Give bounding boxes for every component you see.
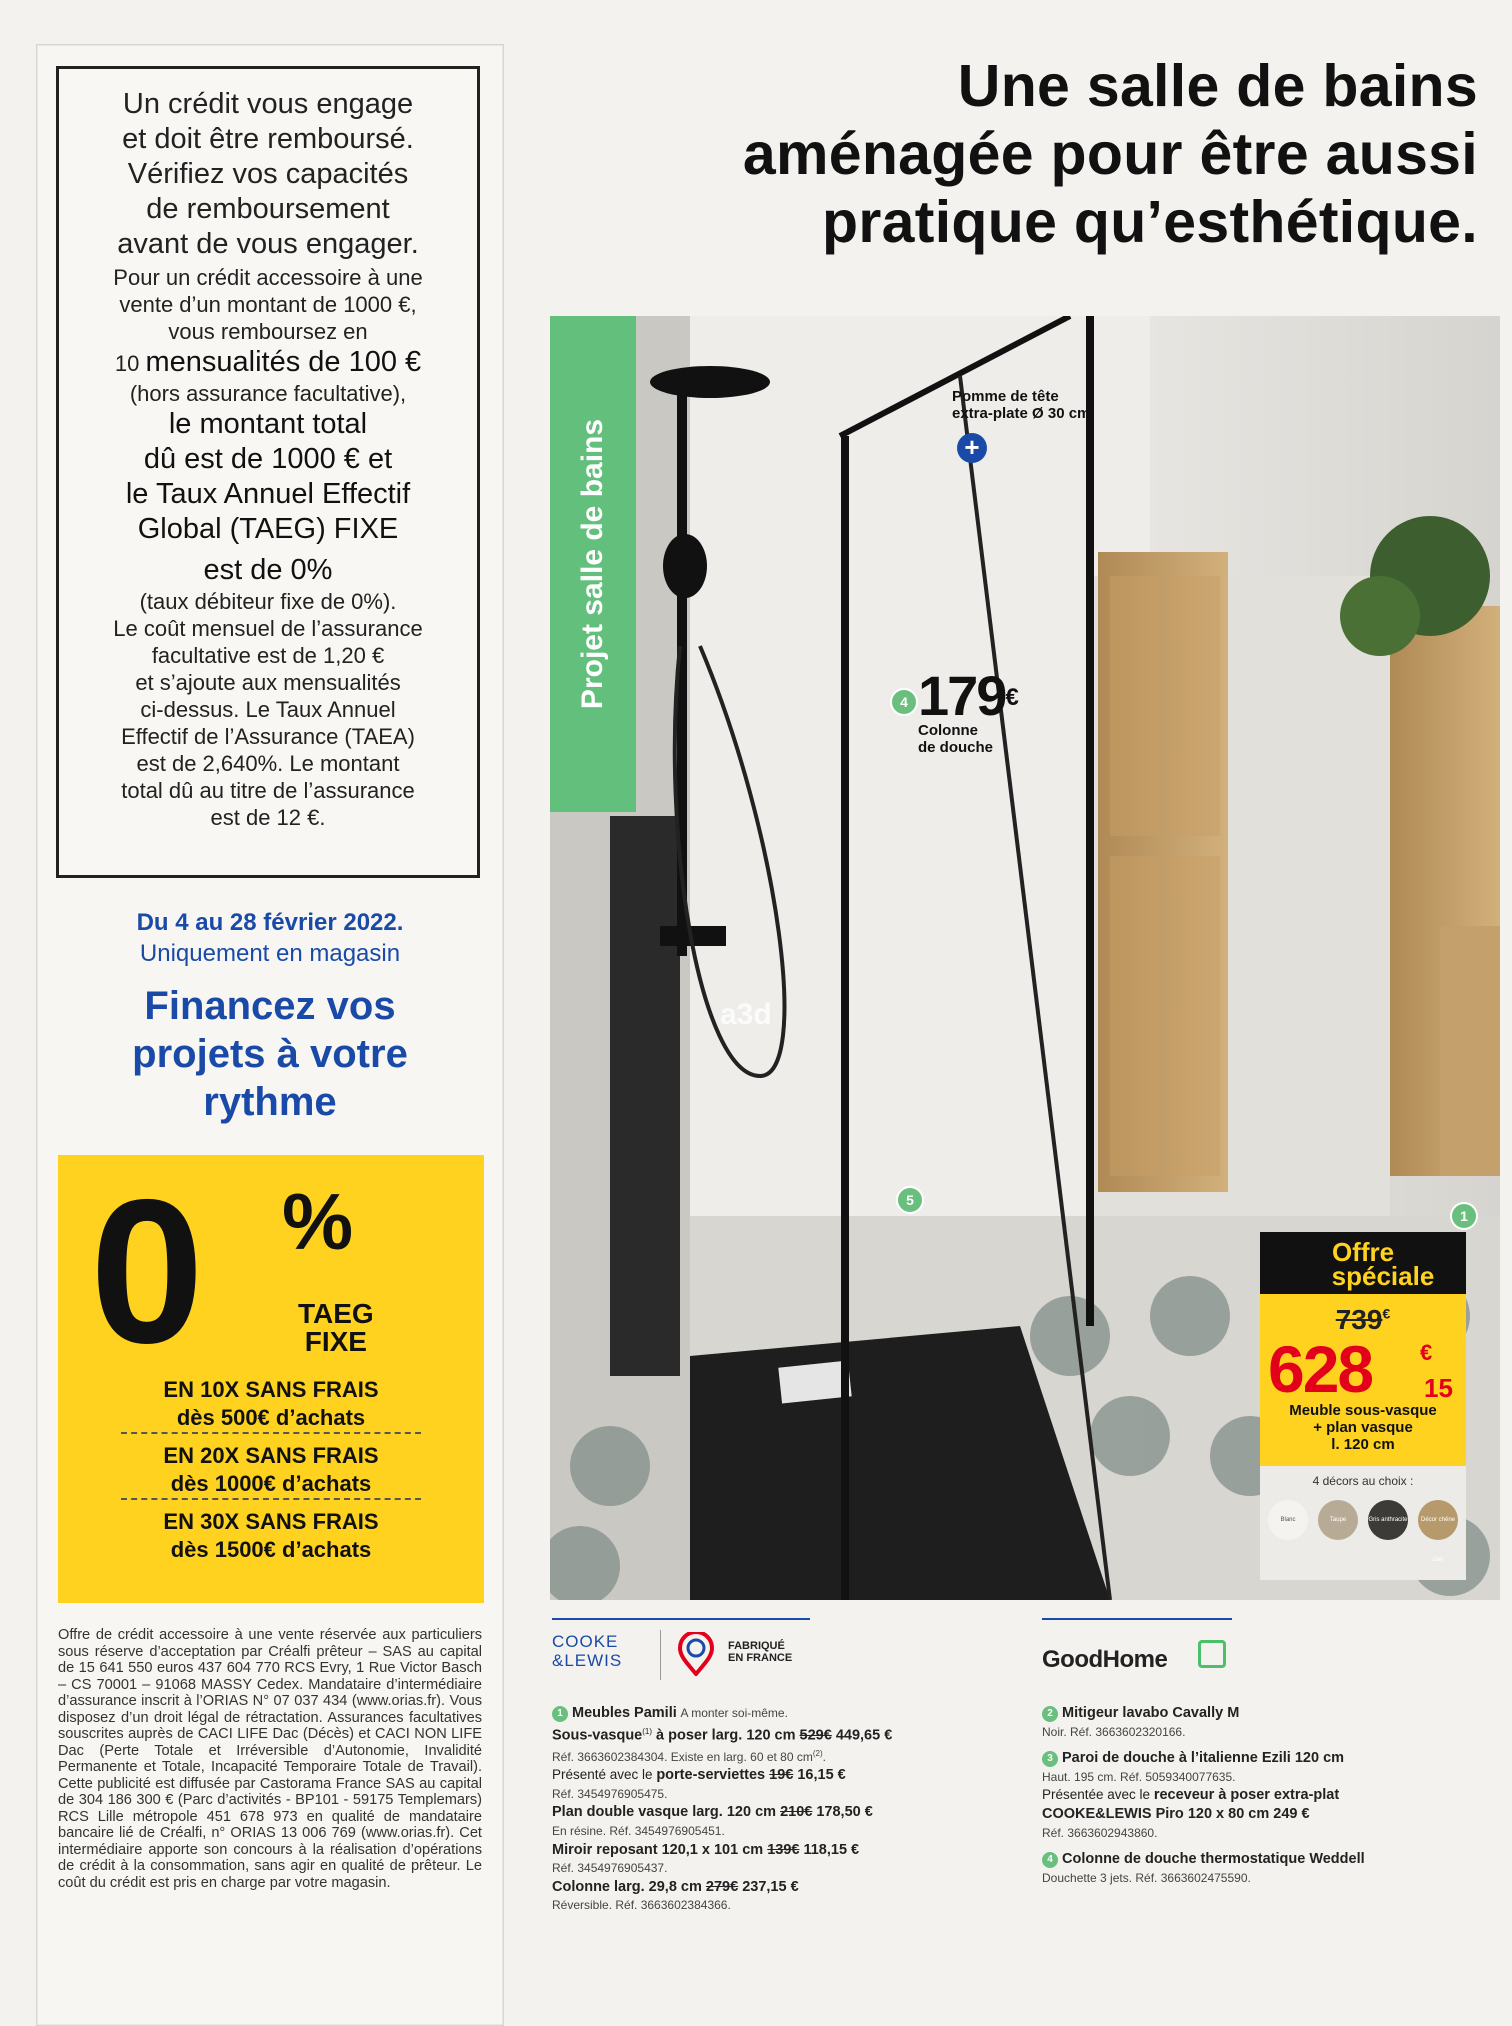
credit-text: Le coût mensuel de l’assurance [113,616,423,641]
taeg-label: TAEG FIXE [298,1298,374,1357]
product-ref: Noir. Réf. 3663602320166. [1042,1724,1186,1739]
product-line: Miroir reposant 120,1 x 101 cm 139€ 118,15 € [552,1841,860,1858]
credit-text: Pour un crédit accessoire à une [113,265,423,290]
store-only: Uniquement en magasin [139,940,401,967]
product-title: 1 Meubles Pamili A monter soi-même. [552,1704,992,1723]
installment-offers [58,1372,484,1560]
warning-line: Vérifiez vos capacités [127,158,409,190]
promo-headline: Financez vos projets à votre rythme [132,984,408,1124]
divider [660,1630,661,1680]
decor-swatch[interactable]: Taupe [1318,1500,1358,1540]
decor-swatch[interactable]: Blanc [1268,1500,1308,1540]
decor-swatch[interactable]: Décor chêne clair [1418,1500,1458,1540]
decor-title: 4 décors au choix : [1312,1474,1414,1488]
credit-text: (hors assurance facultative), [129,381,407,406]
product-ref: Réversible. Réf. 3663602384366. [552,1898,731,1913]
credit-text: vous remboursez en [168,319,368,344]
credit-text: 10 mensualités de 100 € [114,346,422,378]
credit-warning-box [56,66,480,878]
credit-text: Global (TAEG) FIXE [137,513,399,545]
callout-badge: 2 [1042,1706,1058,1722]
callout-badge: 1 [552,1706,568,1722]
credit-text: dû est de 1000 € et [143,443,393,475]
product-line: Présentée avec le receveur à poser extra-plat [1042,1787,1340,1804]
product-list-left [552,1704,992,1915]
divider [121,1498,421,1500]
credit-text: est de 2,640%. Le montant [136,751,400,776]
percent-sign: % [282,1177,354,1266]
product-line: Sous-vasque$^{(1)}$ à poser larg. 120 cm 529€ 449,65 € [552,1726,893,1744]
warning-line: et doit être remboursé. [122,123,414,155]
offer-description: Meuble sous-vasque + plan vasque l. 120 cm [1289,1402,1437,1453]
callout-badge: 4 [1042,1852,1058,1868]
cooke-lewis-logo: COOKE &LEWIS [552,1632,623,1670]
goodhome-logo: GoodHome [1042,1646,1168,1673]
installment-offer: EN 20X SANS FRAIS dès 1000€ d’achats [163,1443,379,1496]
promo-dates [40,908,500,1126]
product-line: Présenté avec le porte-serviettes 19€ 16,15 € [552,1767,846,1784]
divider [121,1432,421,1434]
credit-text: est de 0% [203,554,333,586]
made-in-france-icon [676,1632,716,1676]
product-ref: Haut. 195 cm. Réf. 5059340077635. [1042,1769,1236,1784]
callout-badge: 3 [1042,1751,1058,1767]
decor-swatch[interactable]: Gris anthracite [1368,1500,1408,1540]
credit-text: ci-dessus. Le Taux Annuel [140,697,396,722]
project-band: Projet salle de bains [550,316,636,812]
house-icon [1198,1640,1226,1668]
product-title: 3 Paroi de douche à l’italienne Ezili 120 cm [1042,1749,1482,1768]
product-ref: Douchette 3 jets. Réf. 3663602475590. [1042,1870,1251,1885]
divider [1042,1618,1232,1620]
column-label: Colonne de douche [918,722,994,756]
divider [552,1618,810,1620]
callout-badge: 4 [890,688,918,716]
product-ref: Réf. 3663602384304. Existe en larg. 60 et 80 $cm^{(2)}$. [552,1748,826,1764]
product-line: COOKE&LEWIS Piro 120 x 80 cm 249 € [1042,1805,1310,1822]
credit-text: facultative est de 1,20 € [151,643,385,668]
product-line: Colonne larg. 29,8 cm 279€ 237,15 € [552,1878,799,1895]
credit-text: le montant total [168,408,368,440]
product-ref: Réf. 3663602943860. [1042,1825,1158,1840]
new-price-cents: 15 [1424,1373,1453,1403]
credit-text: total dû au titre de l’assurance [121,778,415,803]
new-price-currency: € [1420,1340,1433,1365]
date-range: Du 4 au 28 février 2022. [136,909,404,936]
callout-badge: 1 [1450,1202,1478,1230]
credit-text: vente d’un montant de 1000 €, [119,292,417,317]
made-in-france-label: FABRIQUÉ EN FRANCE [728,1640,793,1664]
column-price: 179€ [918,664,1017,727]
credit-text: est de 12 €. [210,805,326,830]
credit-text: (taux débiteur fixe de 0%). [139,589,397,614]
legal-fineprint: Offre de crédit accessoire à une vente réservée aux particuliers sous réserve d’acceptation par Créalfi prêteur – SAS au capital de 15 641 550 euros 437 604 770 RCS Evry, 1 Rue Victor Basch – CS 70001 – 91068 MASSY Cedex. Mandataire d’intermédiaire d’assurance inscrit à l’ORIAS N° 07 037 434 (www.orias.fr). Vous disposez d’un droit légal de rétractation. Assurances facultatives souscrites auprès de CACI LIFE Dac (Décès) et CACI NON LIFE Dac (Perte Totale et Irréversible d’Autonomie, Invalidité Permanente et Totale, Incapacité Temporaire Totale de Travail). Cette publicité est diffusée par Castorama France SAS au capital de 304 186 300 € (Parc d’activités - BP101 - 59175 Templemars) RCS Lille métropole 451 678 973 en qualité de mandataire bancaire lié de Créalfi, n° ORIAS 13 006 769 (www.orias.fr). Cet intermédiaire apporte son concours à la réalisation d’opérations de crédit à la consommation, sans agir en qualité de prêteur. Le coût du crédit est pris en charge par votre magasin. [58,1627,482,1891]
offer-title: Offre spéciale [1260,1232,1466,1294]
product-ref: En résine. Réf. 3454976905451. [552,1824,725,1839]
product-ref: Réf. 3454976905437. [552,1861,668,1876]
credit-text: Effectif de l’Assurance (TAEA) [121,724,415,749]
plus-icon[interactable]: + [957,433,987,463]
installment-offer: EN 10X SANS FRAIS dès 500€ d’achats [163,1377,379,1430]
product-ref: Réf. 3454976905475. [552,1786,668,1801]
rate-value: 0 [90,1157,199,1386]
old-price: 739€ [1335,1304,1391,1335]
watermark: a3d [720,998,772,1031]
decor-options [1260,1466,1466,1580]
new-price: 628 [1268,1332,1373,1406]
product-title: 4 Colonne de douche thermostatique Weddell [1042,1850,1482,1869]
installment-offer: EN 30X SANS FRAIS dès 1500€ d’achats [163,1509,379,1562]
product-line: Plan double vasque larg. 120 cm 210€ 178,50 € [552,1804,873,1821]
credit-text: le Taux Annuel Effectif [125,478,411,510]
page-title: Une salle de bains aménagée pour être aussi pratique qu’esthétique. [742,53,1478,255]
warning-line: de remboursement [146,193,390,225]
callout-badge: 5 [896,1186,924,1214]
product-title: 2 Mitigeur lavabo Cavally M [1042,1704,1482,1723]
product-list-right [1042,1704,1482,1887]
shower-head-label: Pomme de tête extra-plate Ø 30 cm [952,388,1091,422]
warning-line: Un crédit vous engage [122,88,414,120]
warning-line: avant de vous engager. [117,228,419,260]
credit-text: et s’ajoute aux mensualités [135,670,401,695]
